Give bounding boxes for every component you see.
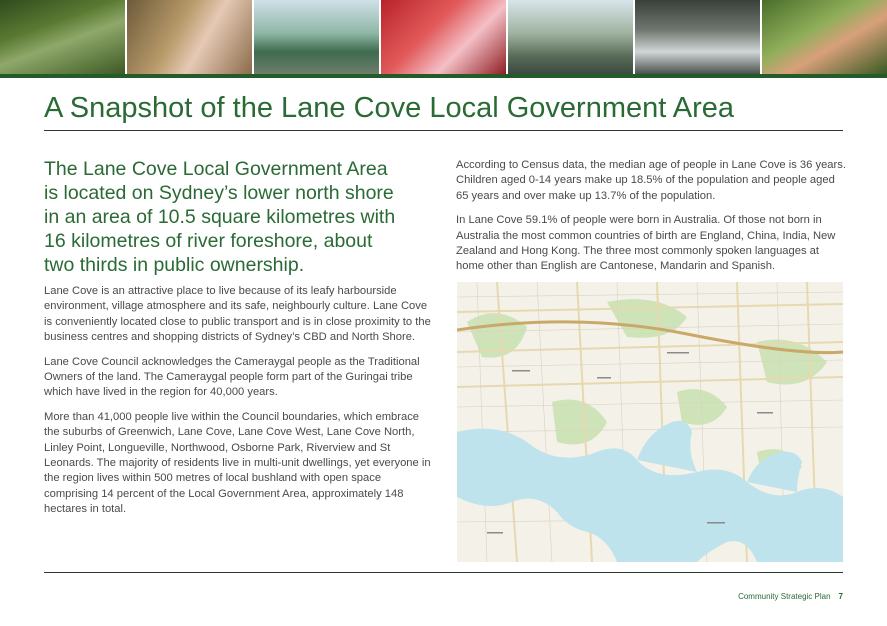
family-garden-photo: [127, 0, 254, 74]
body-paragraph-2: Lane Cove Council acknowledges the Cameraygal people as the Traditional Owners of the land. The Cameraygal people form part of the Guringai tribe which have lived in the region for 40,000 years.: [44, 355, 420, 399]
community-planting-photo: [762, 0, 887, 74]
header-photo-strip: [0, 0, 887, 74]
village-plaza-photo: [254, 0, 381, 74]
page-title: A Snapshot of the Lane Cove Local Government Area: [44, 92, 735, 124]
title-divider: [44, 130, 843, 131]
right-column: [456, 158, 846, 284]
lga-street-map: [457, 282, 843, 562]
body-paragraph-3: More than 41,000 people live within the Council boundaries, which embrace the suburbs of Greenwich, Lane Cove, Lane Cove West, Lane Cove North, Linley Point, Longueville, Northwood, Osborne Park, Riverview and St Leonards. The majority of residents live in multi-unit dwellings, yet everyone in the region lives within 500 metres of local bushland with open space comprising 14 percent of the Local Government Area, approximately 148 hectares in total.: [44, 410, 431, 516]
electric-car-charging-photo: [635, 0, 762, 74]
footer-doc-title: Community Strategic Plan: [738, 592, 831, 601]
bushland-creek-photo: [0, 0, 127, 74]
page-number: 7: [838, 592, 843, 601]
footer-divider: [44, 572, 843, 573]
body-paragraph-1: Lane Cove is an attractive place to live because of its leafy harbourside environment, village atmosphere and its safe, neighbourly culture. Lane Cove is conveniently located close to public transport and is in close proximity to the business centres and shopping districts of Sydney’s CBD and North Shore.: [44, 285, 431, 344]
page-footer: [738, 592, 843, 601]
census-birth-paragraph: In Lane Cove 59.1% of people were born in Australia. Of those not born in Australia the most common countries of birth are England, China, India, New Zealand and Hong Kong. The three most commonly spoken languages at home other than English are Cantonese, Mandarin and Spanish.: [456, 214, 836, 273]
street-walkers-photo: [508, 0, 635, 74]
left-column: [44, 284, 434, 527]
header-divider: [0, 74, 887, 78]
map-graphic: [457, 282, 843, 562]
lead-paragraph: The Lane Cove Local Government Area is located on Sydney’s lower north shore in an area of 10.5 square kilometres with 16 kilometres of river foreshore, about two thirds in public ownership.: [44, 158, 396, 276]
children-reading-photo: [381, 0, 508, 74]
census-age-paragraph: According to Census data, the median age of people in Lane Cove is 36 years. Children aged 0-14 years make up 18.5% of the population and people aged 65 years and over make up 13.7% of the population.: [456, 159, 846, 202]
